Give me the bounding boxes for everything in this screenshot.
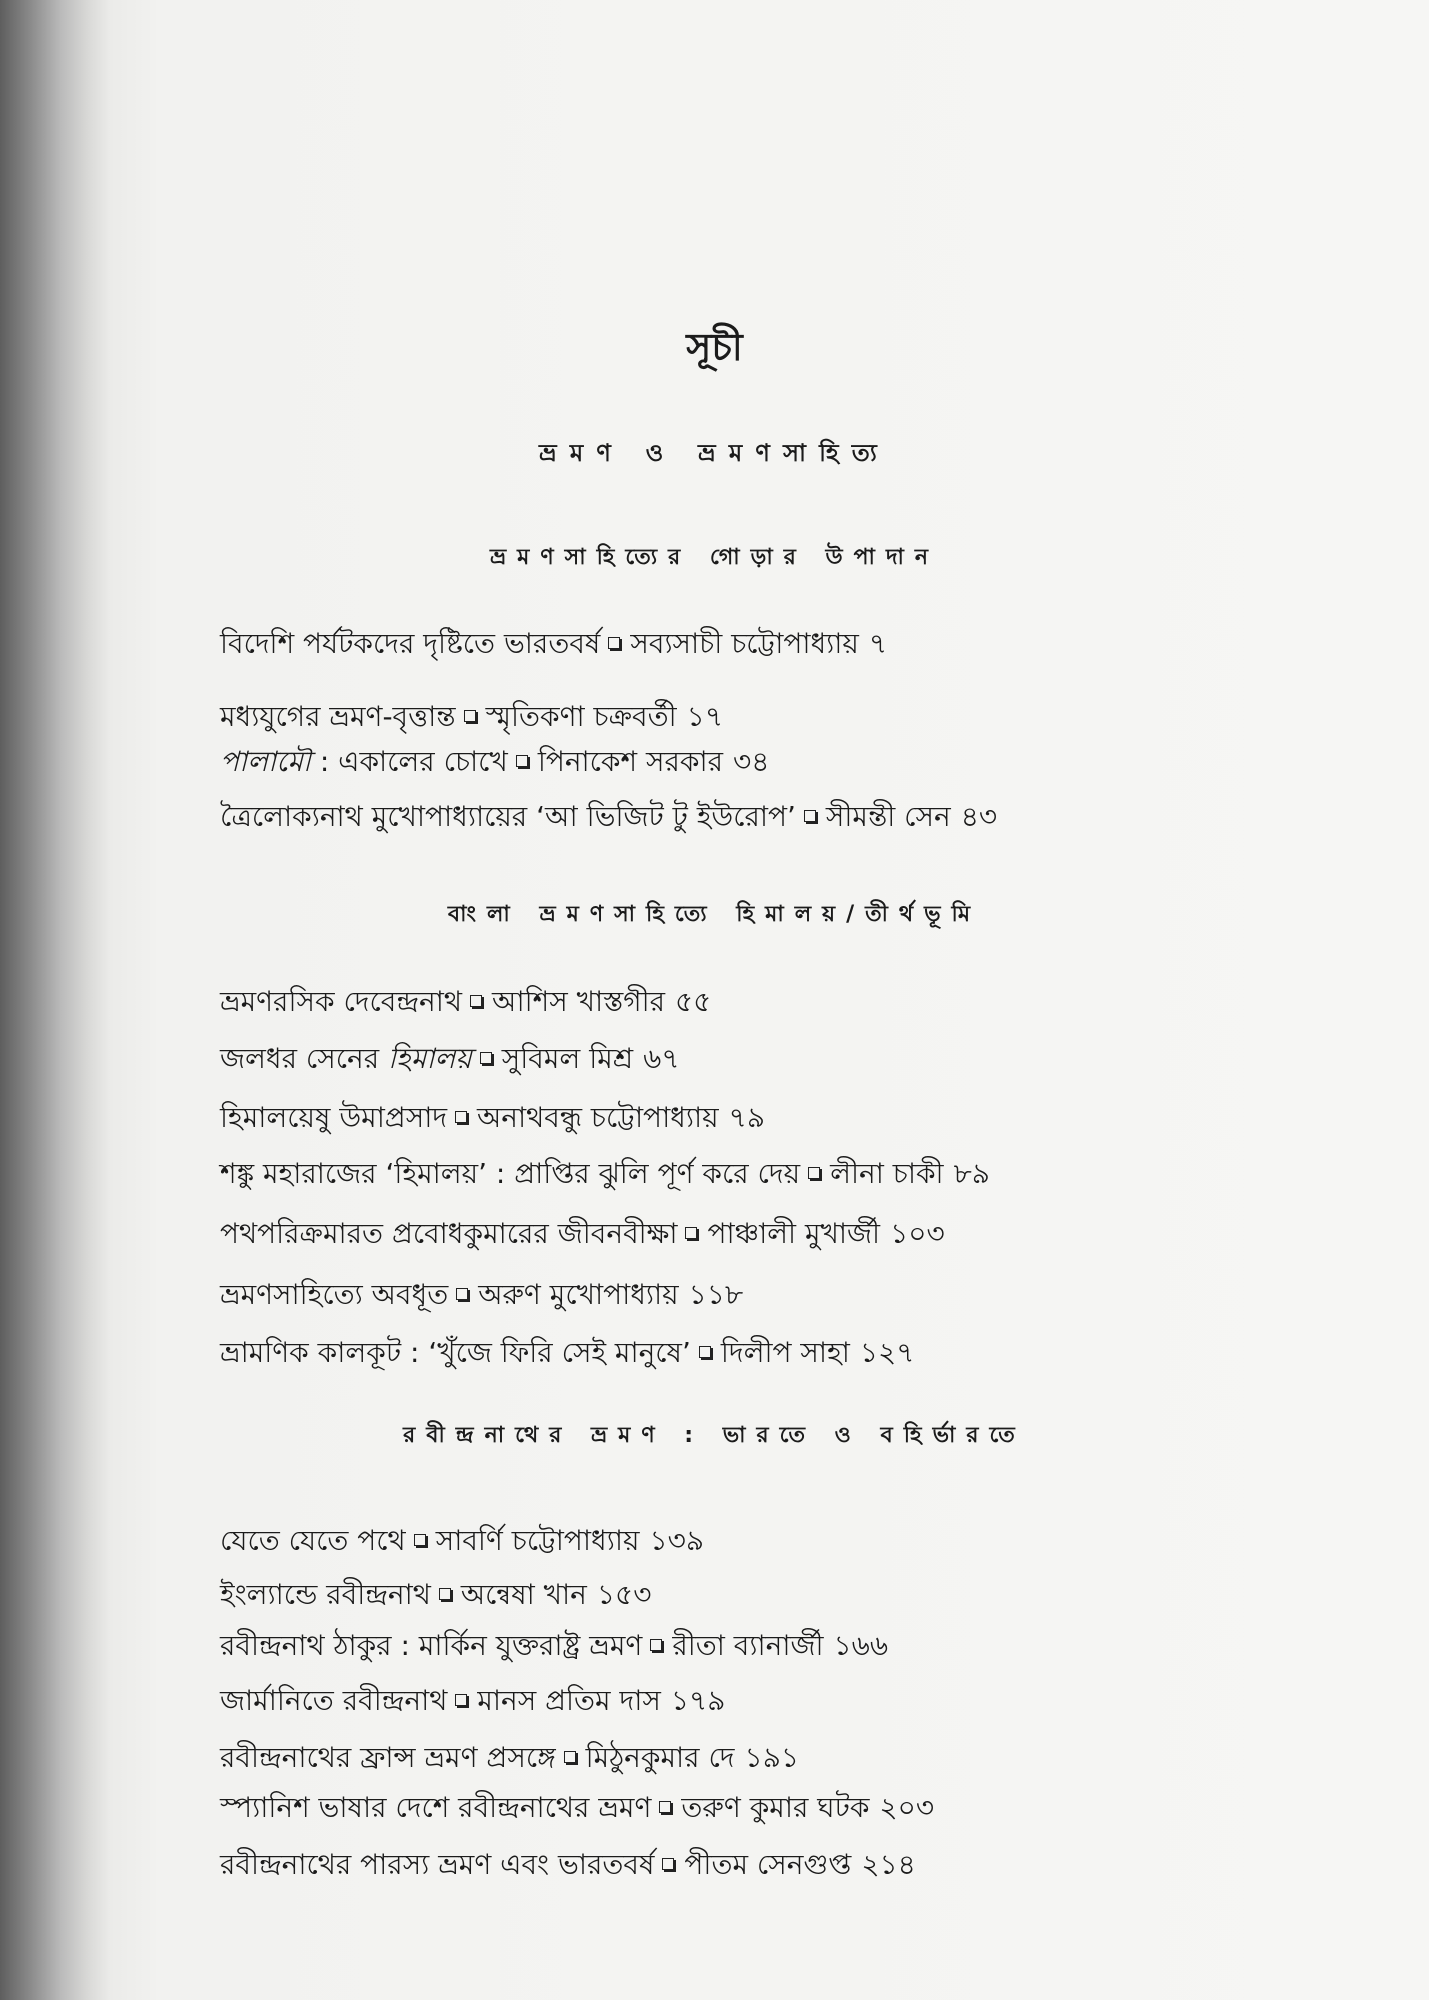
section-heading: ভ্রমণসাহিত্যের গোড়ার উপাদান: [489, 545, 940, 570]
entry-title: পালামৌ: [220, 745, 311, 778]
entry-title: যেতে যেতে পথে: [220, 1524, 406, 1557]
entry-title: মধ্যযুগের ভ্রমণ-বৃত্তান্ত: [220, 700, 456, 733]
toc-entry: [220, 1039, 1320, 1079]
toc-entry: [220, 1333, 1320, 1373]
entry-page-number: ৪৩: [960, 800, 998, 833]
box-bullet-icon: [804, 810, 816, 822]
entry-page-number: ৫৫: [675, 985, 712, 1018]
entry-page-number: ৬৭: [643, 1042, 680, 1075]
toc-entry: [220, 1788, 1320, 1828]
entry-title: ত্রৈলোক্যনাথ মুখোপাধ্যায়ের ‘আ ভিজিট টু ইউরোপ’: [220, 800, 796, 833]
entry-author: সীমন্তী সেন: [825, 800, 951, 833]
entry-title: হিমালয়েষু উমাপ্রসাদ: [220, 1101, 448, 1134]
entry-page-number: ১৯১: [744, 1741, 800, 1774]
toc-entry: [220, 1154, 1320, 1194]
page-title: সূচী: [686, 325, 743, 369]
box-bullet-icon: [685, 1227, 697, 1239]
entry-page-number: ১২৭: [859, 1336, 915, 1369]
toc-entry: [220, 697, 1320, 737]
box-bullet-icon: [699, 1346, 711, 1358]
entry-author: অনাথবন্ধু চট্টোপাধ্যায়: [477, 1101, 719, 1134]
entry-author: অরুণ মুখোপাধ্যায়: [478, 1278, 679, 1311]
toc-entry: [220, 742, 1320, 782]
entry-author: সাবর্ণি চট্টোপাধ্যায়: [435, 1524, 640, 1557]
entry-author: পীতম সেনগুপ্ত: [684, 1848, 852, 1881]
box-bullet-icon: [464, 710, 476, 722]
entry-page-number: ৭৯: [728, 1101, 765, 1134]
entry-author: লীনা চাকী: [830, 1157, 944, 1190]
box-bullet-icon: [608, 637, 620, 649]
box-bullet-icon: [516, 755, 528, 767]
entry-title: : একালের চোখে: [310, 745, 508, 778]
entry-author: মানস প্রতিম দাস: [477, 1684, 661, 1717]
box-bullet-icon: [808, 1167, 820, 1179]
toc-entry: [220, 982, 1320, 1022]
box-bullet-icon: [659, 1801, 671, 1813]
toc-entry: [220, 1098, 1320, 1138]
toc-entry: [220, 1575, 1320, 1615]
entry-page-number: ২০৩: [879, 1791, 935, 1824]
entry-title: শঙ্কু মহারাজের ‘হিমালয়’ : প্রাপ্তির ঝুলি পূর্ণ করে দেয়: [220, 1157, 801, 1190]
entry-title: রবীন্দ্রনাথের ফ্রান্স ভ্রমণ প্রসঙ্গে: [220, 1741, 556, 1774]
box-bullet-icon: [414, 1534, 426, 1546]
entry-page-number: ১৫৩: [596, 1578, 652, 1611]
box-bullet-icon: [455, 1694, 467, 1706]
entry-title: ভ্রমণরসিক দেবেন্দ্রনাথ: [220, 985, 462, 1018]
box-bullet-icon: [455, 1111, 467, 1123]
entry-author: অন্বেষা খান: [460, 1578, 587, 1611]
box-bullet-icon: [662, 1858, 674, 1870]
entry-page-number: ১০৩: [890, 1217, 945, 1250]
entry-title: রবীন্দ্রনাথের পারস্য ভ্রমণ এবং ভারতবর্ষ: [220, 1848, 655, 1881]
entry-page-number: ২১৪: [861, 1848, 916, 1881]
toc-entry: [220, 1521, 1320, 1561]
toc-entry: [220, 1738, 1320, 1778]
entry-page-number: ১৬৬: [833, 1629, 889, 1662]
toc-entry: [220, 1626, 1320, 1666]
toc-entry: [220, 797, 1320, 837]
box-bullet-icon: [480, 1052, 492, 1064]
toc-entry: [220, 1275, 1320, 1315]
entry-title: হিমালয়: [388, 1042, 472, 1075]
section-heading: রবীন্দ্রনাথের ভ্রমণ : ভারতে ও বহির্ভারতে: [403, 1423, 1026, 1448]
toc-entry: [220, 1214, 1320, 1254]
book-section-heading: ভ্রমণ ও ভ্রমণসাহিত্য: [539, 439, 890, 467]
entry-title: রবীন্দ্রনাথ ঠাকুর : মার্কিন যুক্তরাষ্ট্র ভ্রমণ: [220, 1629, 643, 1662]
entry-page-number: ১১৮: [688, 1278, 744, 1311]
box-bullet-icon: [439, 1588, 451, 1600]
entry-title: ভ্রামণিক কালকূট : ‘খুঁজে ফিরি সেই মানুষে’: [220, 1336, 691, 1369]
toc-entry: [220, 1845, 1320, 1885]
box-bullet-icon: [564, 1751, 576, 1763]
entry-page-number: ৮৯: [953, 1157, 990, 1190]
entry-page-number: ১৭: [686, 700, 724, 733]
entry-title: জলধর সেনের: [220, 1042, 389, 1075]
entry-title: বিদেশি পর্যটকদের দৃষ্টিতে ভারতবর্ষ: [220, 627, 601, 660]
box-bullet-icon: [456, 1288, 468, 1300]
entry-title: পথপরিক্রমারত প্রবোধকুমারের জীবনবীক্ষা: [220, 1217, 678, 1250]
entry-author: তরুণ কুমার ঘটক: [681, 1791, 870, 1824]
section-heading: বাংলা ভ্রমণসাহিত্যে হিমালয়/তীর্থভূমি: [447, 902, 982, 927]
entry-author: পিনাকেশ সরকার: [537, 745, 723, 778]
box-bullet-icon: [470, 995, 482, 1007]
entry-author: স্মৃতিকণা চক্রবর্তী: [485, 700, 677, 733]
entry-title: জার্মানিতে রবীন্দ্রনাথ: [220, 1684, 448, 1717]
entry-author: সুবিমল মিশ্র: [501, 1042, 634, 1075]
box-bullet-icon: [650, 1639, 662, 1651]
entry-title: স্প্যানিশ ভাষার দেশে রবীন্দ্রনাথের ভ্রমণ: [220, 1791, 652, 1824]
entry-page-number: ১৩৯: [649, 1524, 704, 1557]
entry-title: ভ্রমণসাহিত্যে অবধূত: [220, 1278, 449, 1311]
entry-author: পাঞ্চালী মুখার্জী: [707, 1217, 881, 1250]
entry-author: রীতা ব্যানার্জী: [672, 1629, 824, 1662]
entry-title: ইংল্যান্ডে রবীন্দ্রনাথ: [220, 1578, 431, 1611]
entry-author: মিঠুনকুমার দে: [585, 1741, 735, 1774]
entry-page-number: ১৭৯: [670, 1684, 726, 1717]
entry-author: দিলীপ সাহা: [720, 1336, 850, 1369]
entry-author: আশিস খাস্তগীর: [491, 985, 666, 1018]
entry-page-number: ৭: [868, 627, 888, 660]
toc-entry: [220, 1681, 1320, 1721]
toc-entry: [220, 624, 1320, 664]
entry-author: সব্যসাচী চট্টোপাধ্যায়: [630, 627, 859, 660]
entry-page-number: ৩৪: [732, 745, 770, 778]
